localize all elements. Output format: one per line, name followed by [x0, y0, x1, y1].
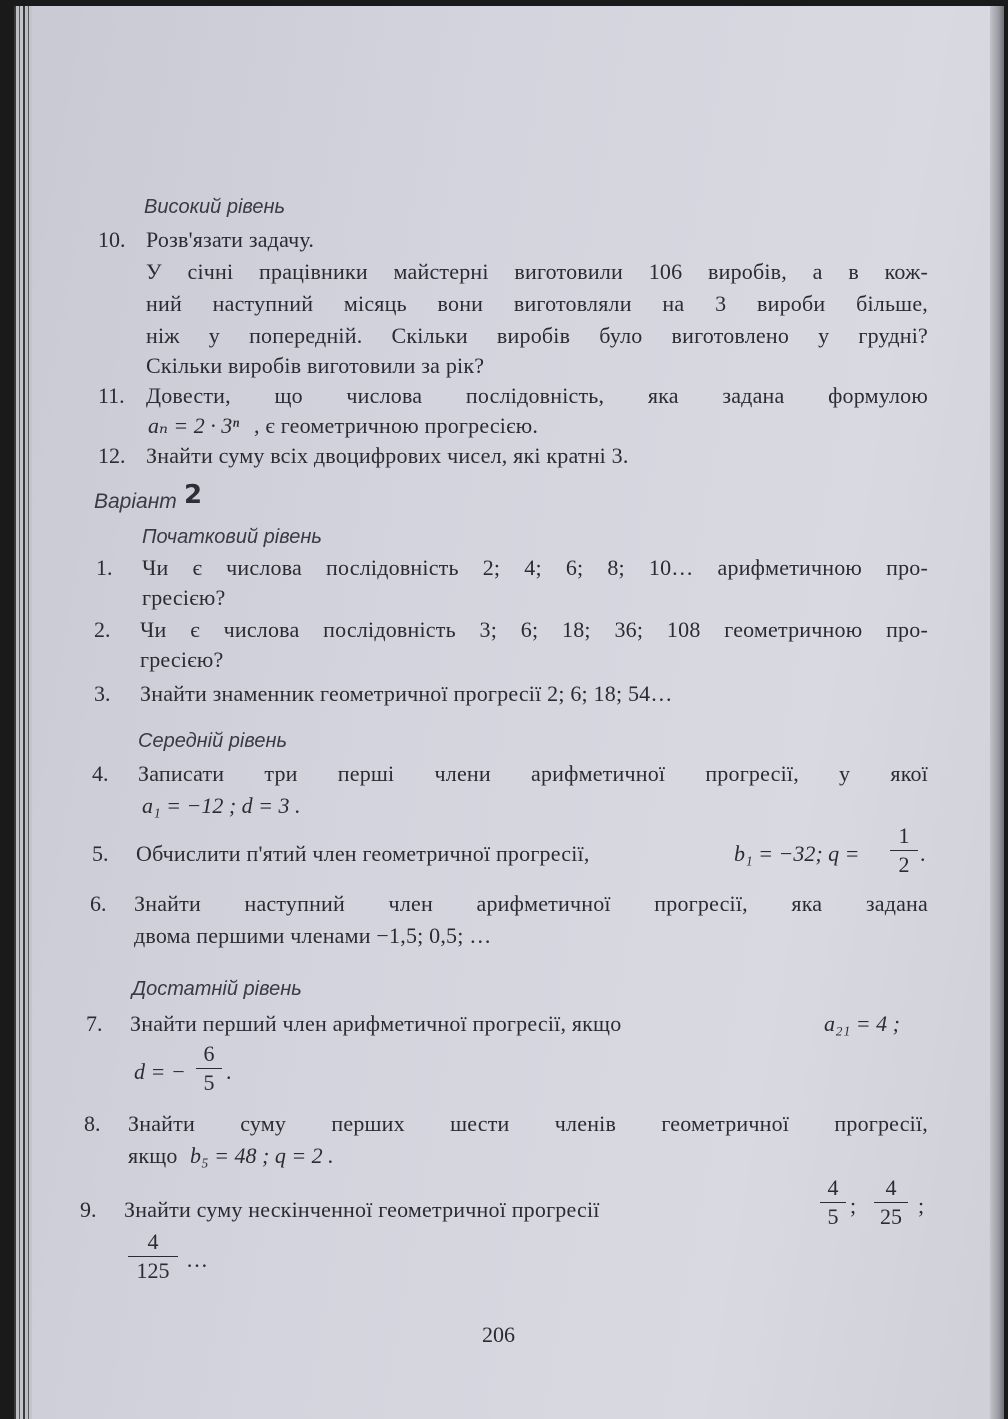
fraction-bar — [128, 1256, 178, 1257]
question-9-tail: … — [186, 1247, 209, 1272]
question-11-formula: aₙ = 2 · 3ⁿ — [148, 413, 240, 438]
question-9-text: Знайти суму нескінченної геометричної прогресії — [124, 1197, 600, 1222]
question-number-8: 8. — [84, 1111, 101, 1136]
question-10-title: Розв'язати задачу. — [146, 227, 315, 252]
question-4-line-1: Записати три перші члени арифметичної прогресії, у якої — [138, 761, 928, 786]
question-1-line-2: гресією? — [142, 585, 226, 610]
question-number-7: 7. — [86, 1011, 103, 1036]
question-5-fraction — [890, 824, 918, 877]
fraction-denominator: 125 — [136, 1258, 170, 1283]
question-number-4: 4. — [92, 761, 109, 786]
fraction-numerator: 1 — [898, 823, 910, 848]
question-2-line-2: гресією? — [140, 647, 224, 672]
page-edge-shadow — [990, 6, 1004, 1419]
question-10-line-2: ний наступний місяць вони виготовляли на 3 вироби більше, — [146, 291, 928, 316]
question-number-12: 12. — [98, 443, 126, 468]
fraction-denominator: 2 — [898, 852, 910, 877]
question-5-tail: . — [920, 841, 926, 866]
fraction-denominator: 5 — [203, 1070, 215, 1095]
textbook-page — [14, 6, 1004, 1419]
question-7-formula-1: a₂₁ = 4 ; — [824, 1011, 900, 1036]
question-number-5: 5. — [92, 841, 109, 866]
page-number: 206 — [482, 1322, 515, 1347]
question-11-line-1: Довести, що числова послідовність, яка задана формулою — [146, 383, 928, 408]
question-6-line-1: Знайти наступний член арифметичної прогресії, яка задана — [134, 891, 928, 916]
section-heading-sufficient: Достатній рівень — [132, 978, 302, 1000]
question-9-fraction-3 — [128, 1230, 178, 1283]
fraction-denominator: 25 — [880, 1204, 902, 1229]
question-7-tail: . — [226, 1059, 232, 1084]
question-9-separator-2: ; — [918, 1193, 925, 1218]
question-7-line-1: Знайти перший член арифметичної прогресії, якщо — [130, 1011, 622, 1036]
question-11-line-2: , є геометричною прогресією. — [254, 413, 539, 438]
question-9-separator-1: ; — [850, 1193, 857, 1218]
question-10-line-3: ніж у попередній. Скільки виробів було виготовлено у грудні? — [146, 323, 928, 348]
fraction-bar — [890, 850, 918, 851]
fraction-bar — [820, 1202, 846, 1203]
question-7-fraction — [196, 1042, 222, 1095]
question-number-10: 10. — [98, 227, 126, 252]
question-4-formula: a₁ = −12 ; d = 3 . — [142, 793, 301, 818]
question-number-3: 3. — [94, 681, 111, 706]
fraction-numerator: 4 — [885, 1175, 897, 1200]
section-heading-initial: Початковий рівень — [142, 526, 322, 548]
section-heading-medium: Середній рівень — [138, 730, 287, 752]
question-10-line-4: Скільки виробів виготовили за рік? — [146, 353, 485, 378]
question-12-text: Знайти суму всіх двоцифрових чисел, які кратні 3. — [146, 443, 629, 468]
question-8-formula: b₅ = 48 ; q = 2 . — [190, 1143, 334, 1168]
question-2-line-1: Чи є числова послідовність 3; 6; 18; 36; 108 геометричною про- — [140, 617, 928, 642]
question-8-line-1: Знайти суму перших шести членів геометричної прогресії, — [128, 1111, 928, 1136]
question-number-2: 2. — [94, 617, 111, 642]
variant-label: Варіант — [94, 490, 177, 513]
book-binding-edge — [14, 6, 32, 1419]
question-6-line-2: двома першими членами −1,5; 0,5; … — [134, 923, 492, 948]
question-8-line-2: якщо — [128, 1143, 178, 1168]
question-10-line-1: У січні працівники майстерні виготовили 106 виробів, а в кож- — [146, 259, 928, 284]
fraction-numerator: 4 — [147, 1229, 159, 1254]
question-5-text: Обчислити п'ятий член геометричної прогресії, — [136, 841, 590, 866]
question-5-formula: b₁ = −32; q = — [734, 841, 860, 866]
fraction-bar — [196, 1068, 222, 1069]
question-number-11: 11. — [98, 383, 125, 408]
question-9-fraction-2 — [874, 1176, 908, 1229]
fraction-numerator: 4 — [827, 1175, 839, 1200]
question-1-line-1: Чи є числова послідовність 2; 4; 6; 8; 10… арифметичною про- — [142, 555, 928, 580]
question-3-text: Знайти знаменник геометричної прогресії 2; 6; 18; 54… — [140, 681, 673, 706]
fraction-bar — [874, 1202, 908, 1203]
fraction-denominator: 5 — [827, 1204, 839, 1229]
question-number-1: 1. — [96, 555, 113, 580]
fraction-numerator: 6 — [203, 1041, 215, 1066]
question-7-formula-2: d = − — [134, 1059, 186, 1084]
question-9-fraction-1 — [820, 1176, 846, 1229]
handwritten-variant-number: 2 — [184, 480, 203, 510]
question-number-9: 9. — [80, 1197, 97, 1222]
question-number-6: 6. — [90, 891, 107, 916]
section-heading-high: Високий рівень — [144, 196, 286, 218]
